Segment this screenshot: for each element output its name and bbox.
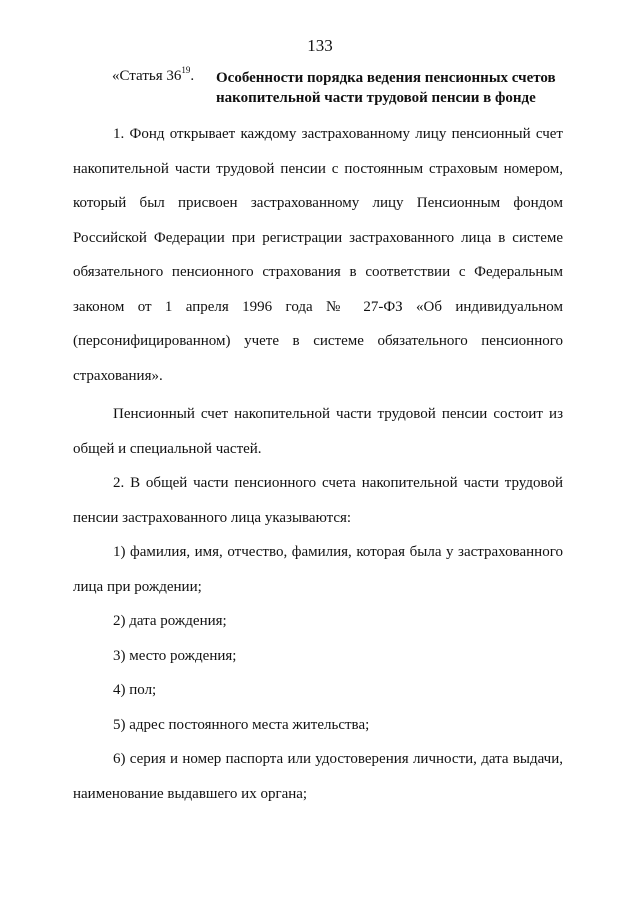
text-line: 1) фамилия, имя, отчество, фамилия, которая была у застрахованного xyxy=(113,544,563,560)
text-line: (персонифицированном) учете в системе обязательного пенсионного xyxy=(73,333,563,349)
article-title-line: Особенности порядка ведения пенсионных счетов xyxy=(216,70,556,86)
article-label xyxy=(112,65,195,85)
text-line: Российской Федерации при регистрации застрахованного лица в системе xyxy=(73,229,563,246)
list-item-3 xyxy=(73,639,563,674)
article-title-line: накопительной части трудовой пенсии в фонде xyxy=(216,90,536,106)
article-label-superscript: 19 xyxy=(181,65,191,75)
text-line: 2. В общей части пенсионного счета накопительной части трудовой xyxy=(113,475,563,491)
list-item-1 xyxy=(73,535,563,604)
text-line: 5) адрес постоянного места жительства; xyxy=(113,717,370,733)
list-item-4 xyxy=(73,673,563,708)
paragraph-3 xyxy=(73,466,563,535)
text-line: 6) серия и номер паспорта или удостоверения личности, дата выдачи, xyxy=(113,751,563,767)
list-item-6 xyxy=(73,742,563,811)
text-line: обязательного пенсионного страхования в соответствии с Федеральным xyxy=(73,264,563,280)
text-line: накопительной части трудовой пенсии с постоянным страховым номером, xyxy=(73,160,563,177)
article-label-suffix: . xyxy=(190,68,195,84)
text-line: лица при рождении; xyxy=(73,578,202,595)
text-line: общей и специальной частей. xyxy=(73,440,262,457)
list-item-5 xyxy=(73,708,563,743)
article-label-prefix: «Статья 36 xyxy=(112,68,182,84)
paragraph-2 xyxy=(73,397,563,466)
text-line: наименование выдавшего их органа; xyxy=(73,785,308,802)
text-line: 4) пол; xyxy=(113,682,157,698)
list-item-2 xyxy=(73,604,563,639)
text-line: 1. Фонд открывает каждому застрахованному лицу пенсионный счет xyxy=(113,126,563,142)
page-number: 133 xyxy=(307,36,333,55)
text-line: страхования». xyxy=(73,367,163,384)
text-line: 3) место рождения; xyxy=(113,648,237,664)
text-line: 2) дата рождения; xyxy=(113,613,227,629)
text-line: законом от 1 апреля 1996 года № 27-ФЗ «Об индивидуальном xyxy=(73,298,563,315)
paragraph-1 xyxy=(73,117,563,393)
text-line: пенсии застрахованного лица указываются: xyxy=(73,509,352,526)
text-line: который был присвоен застрахованному лицу Пенсионным фондом xyxy=(73,195,563,211)
article-title xyxy=(216,68,576,108)
text-line: Пенсионный счет накопительной части трудовой пенсии состоит из xyxy=(113,406,563,422)
